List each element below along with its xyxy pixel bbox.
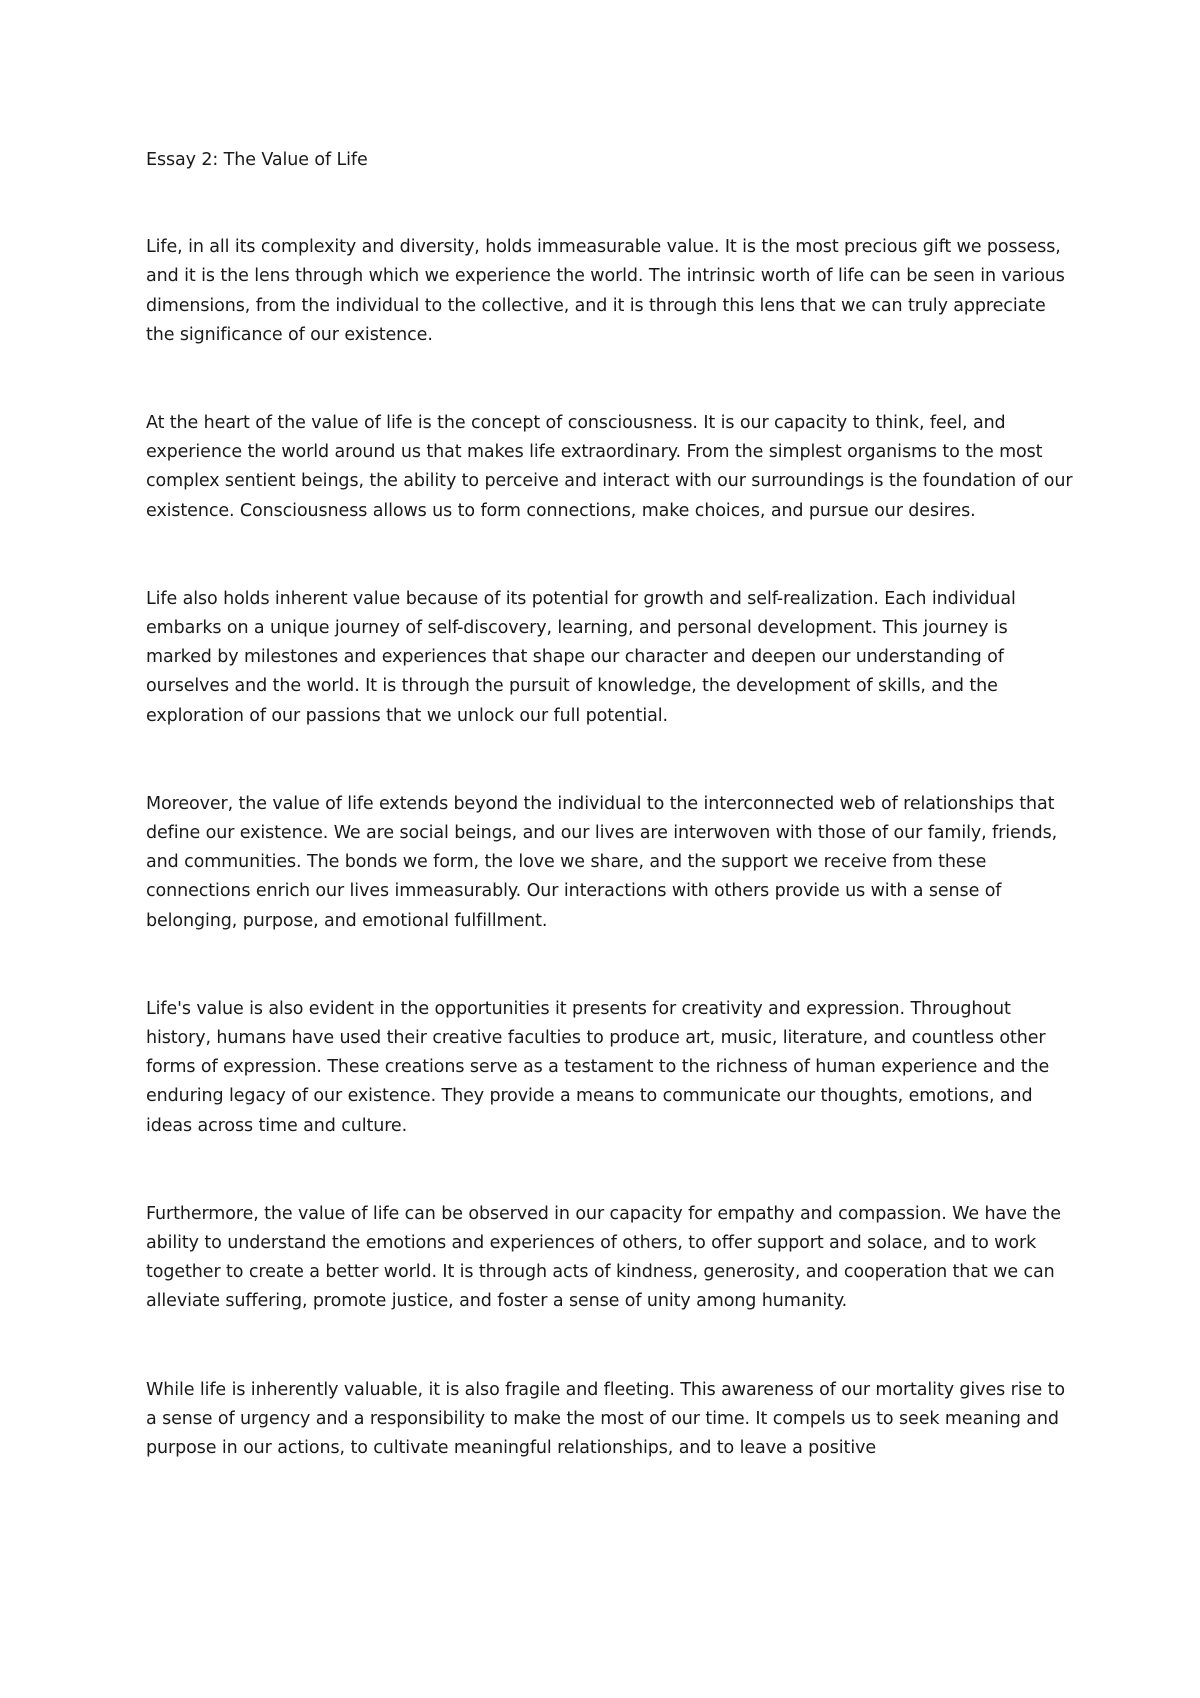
paragraph-5: Life's value is also evident in the opportunities it presents for creativity and expression. Throughout history, humans have used their creative faculties to produce art, music, literature, and countless other forms of expression. These creations serve as a testament to the richness of human experience and the enduring legacy of our existence. They provide a means to communicate our thoughts, emotions, and ideas across time and culture. (146, 998, 1050, 1136)
paragraph-6: Furthermore, the value of life can be observed in our capacity for empathy and compassion. We have the ability to understand the emotions and experiences of others, to offer support and solace, and to work together to create a better world. It is through acts of kindness, generosity, and cooperation that we can alleviate suffering, promote justice, and foster a sense of unity among humanity. (146, 1203, 1061, 1312)
document-title: Essay 2: The Value of Life (146, 150, 368, 170)
paragraph-7: While life is inherently valuable, it is also fragile and fleeting. This awareness of our mortality gives rise to a sense of urgency and a responsibility to make the most of our time. It compels us to seek meaning and purpose in our actions, to cultivate meaningful relationships, and to leave a positive (146, 1379, 1065, 1459)
paragraph-2: At the heart of the value of life is the concept of consciousness. It is our capacity to think, feel, and experience the world around us that makes life extraordinary. From the simplest organisms to the most complex sentient beings, the ability to perceive and interact with our surroundings is the foundation of our existence. Consciousness allows us to form connections, make choices, and pursue our desires. (146, 413, 1073, 521)
document-body (146, 146, 1076, 1463)
paragraph-3: Life also holds inherent value because of its potential for growth and self-realization. Each individual embarks on a unique journey of self-discovery, learning, and personal development. This journey is marked by milestones and experiences that shape our character and deepen our understanding of ourselves and the world. It is through the pursuit of knowledge, the development of skills, and the exploration of our passions that we unlock our full potential. (146, 588, 1016, 726)
paragraph-1: Life, in all its complexity and diversity, holds immeasurable value. It is the most precious gift we possess, and it is the lens through which we experience the world. The intrinsic worth of life can be seen in various dimensions, from the individual to the collective, and it is through this lens that we can truly appreciate the significance of our existence. (146, 237, 1065, 345)
paragraph-4: Moreover, the value of life extends beyond the individual to the interconnected web of relationships that define our existence. We are social beings, and our lives are interwoven with those of our family, friends, and communities. The bonds we form, the love we share, and the support we receive from these connections enrich our lives immeasurably. Our interactions with others provide us with a sense of belonging, purpose, and emotional fulfillment. (146, 793, 1058, 931)
